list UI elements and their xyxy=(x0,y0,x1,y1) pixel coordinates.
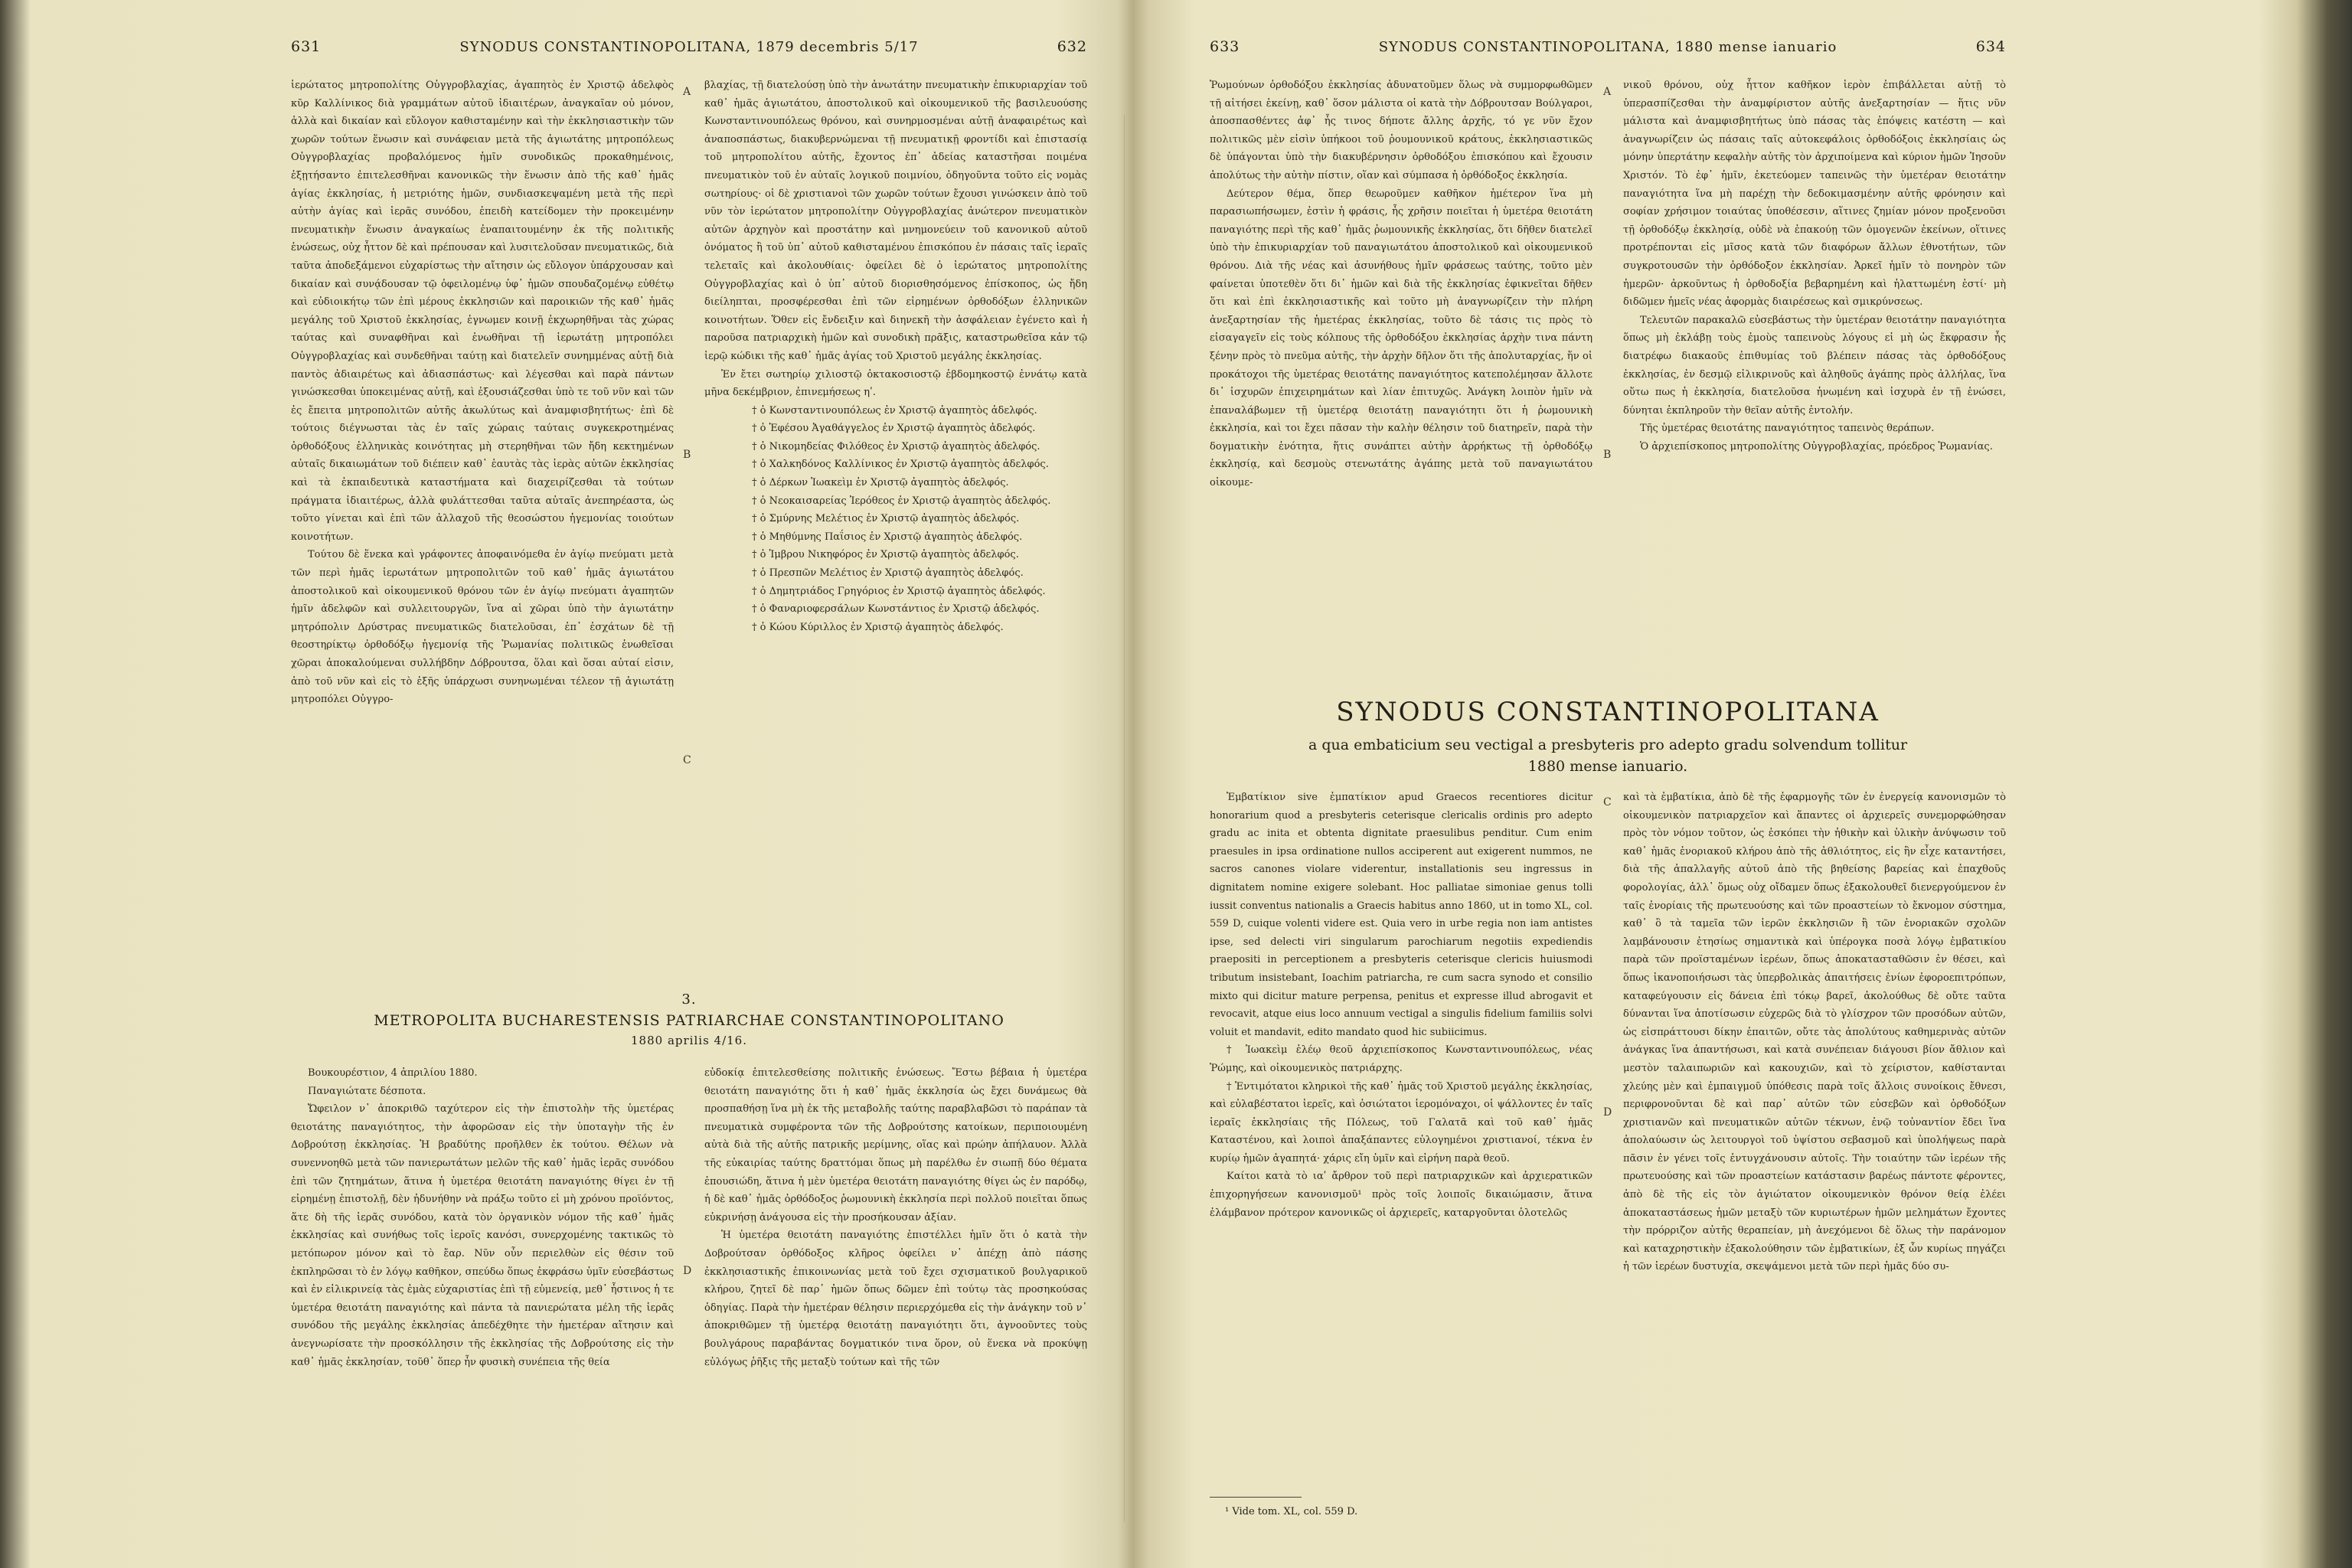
letter-place-date: Βουκουρέστιον, 4 ἀπριλίου 1880. xyxy=(308,1067,478,1079)
margin-letter: A xyxy=(1603,86,1612,98)
signature-line: † ὁ Ἰμβρου Νικηφόρος ἐν Χριστῷ ἀγαπητὸς ἀδελφός. xyxy=(752,549,1019,561)
margin-letter: B xyxy=(683,449,691,461)
margin-letter: D xyxy=(683,1265,692,1277)
column-right-2 xyxy=(1623,77,2006,658)
signature-line: † ὁ Χαλκηδόνος Καλλίνικος ἐν Χριστῷ ἀγαπητὸς ἀδελφός. xyxy=(752,459,1049,471)
paragraph: Τούτου δὲ ἕνεκα καὶ γράφοντες ἀποφαινόμεθα ἐν ἁγίῳ πνεύματι μετὰ τῶν περὶ ἡμᾶς ἱερωτάτων μητροπολιτῶν τοῦ καθ᾽ ἡμᾶς ἁγιωτάτου ἀποστολικοῦ καὶ οἰκουμενικοῦ θρόνου τῶν ἐν ἁγίῳ πνεύματι ἀγαπητῶν ἡμῖν ἀδελφῶν καὶ συλλειτουργῶν, ἵνα αἱ χῶραι ὑπὸ τὴν ἁγιωτάτην μητρόπολιν Δρύστρας πνευματικῶς διατελοῦσαι, ἐπ᾽ ἐσχάτων δὲ τῇ θεοστηρίκτῳ ὀρθοδόξῳ ἡγεμονίᾳ τῆς Ῥωμανίας πολιτικῶς ἑνωθεῖσαι χῶραι ἀποκαλούμεναι συλλήβδην Δόβρουτσα, ὅλαι καὶ ὅσαι αὐταί εἰσιν, ἀπὸ τοῦ νῦν καὶ εἰς τὸ ἑξῆς ὑπάρχωσι συνηνωμέναι τέλεον τῇ ἁγιωτάτῃ μητροπόλει Οὐγγρο- xyxy=(291,549,674,706)
paragraph: † Ἐντιμότατοι κληρικοὶ τῆς καθ᾽ ἡμᾶς τοῦ Χριστοῦ μεγάλης ἐκκλησίας, καὶ εὐλαβέστατοι ἱερεῖς, καὶ ὁσιώτατοι ἱερομόναχοι, οἱ ψάλλοντες ἐν ταῖς ἱεραῖς ἐκκλησίαις τῆς Πόλεως, τοῦ Γαλατᾶ καὶ τοῦ καθ᾽ ἡμᾶς Καταστένου, καὶ λοιποὶ ἁπαξάπαντες εὐλογημένοι χριστιανοί, τέκνα ἐν κυρίῳ ἡμῶν ἀγαπητά· χάρις εἴη ὑμῖν καὶ εἰρήνη παρὰ θεοῦ. xyxy=(1210,1080,1592,1165)
footnote-rule xyxy=(1210,1497,1302,1498)
paragraph: Καίτοι κατὰ τὸ ιαʹ ἄρθρον τοῦ περὶ πατριαρχικῶν καὶ ἀρχιερατικῶν ἐπιχορηγήσεων κανονισμοῦ¹ πρὸς τοῖς λοιποῖς δικαιώμασιν, ἅτινα ἐλάμβανον πρότερον κανονικῶς οἱ ἀρχιερεῖς, καταργοῦνται ὁλοτελῶς xyxy=(1210,1171,1592,1219)
paragraph: Ἐν ἔτει σωτηρίῳ χιλιοστῷ ὀκτακοσιοστῷ ἑβδομηκοστῷ ἐννάτῳ κατὰ μῆνα δεκέμβριον, ἐπινεμήσεως ηʹ. xyxy=(704,368,1087,399)
section-number: 3. xyxy=(681,991,697,1008)
margin-letter: C xyxy=(1603,796,1612,808)
gutter xyxy=(1124,115,1125,1522)
paragraph: καὶ τὰ ἐμβατίκια, ἀπὸ δὲ τῆς ἐφαρμογῆς τῶν ἐν ἐνεργείᾳ κανονισμῶν τὸ οἰκουμενικὸν πατριαρχεῖον καὶ ἅπαντες οἱ ἀρχιερεῖς συνεμορφώθησαν πρὸς τὸν νόμον τοῦτον, ὡς ἐσκόπει τὴν ἠθικὴν καὶ ὑλικὴν ἀνύψωσιν τοῦ καθ᾽ ἡμᾶς ἐνοριακοῦ κλήρου ἀπὸ τῆς ἀθλιότητος, εἰς ἣν εἶχε καταντήσει, διὰ τῆς ἀπαλλαγῆς αὐτοῦ ἀπὸ τῆς βηθείσης βαρείας καὶ ἐπαχθοῦς φορολογίας, ἀλλ᾽ ὅμως οὐχ οἴδαμεν ὅπως ἐξακολουθεῖ διενεργούμενον ἐν ταῖς ἐνορίαις τῆς πρωτευούσης καὶ τῶν προαστείων τὸ ἔκνομον σύστημα, καθ᾽ ὃ τὰ ταμεῖα τῶν ἱερῶν ἐκκλησιῶν ἢ τῶν ἐνοριακῶν σχολῶν λαμβάνουσιν ἐτησίως σημαντικὰ καὶ ὑπέρογκα ποσὰ λόγῳ ἐμβατικίου παρὰ τῶν προϊσταμένων ἱερέων, ὅπως ἀποκατασταθῶσιν ἐν θέσει, καὶ ὅπως ἱκανοποιήσωσι τὰς ὑπερβολικὰς ἀπαιτήσεις ἐνίων ἐφοροεπιτρόπων, καταφεύγουσιν εἰς δάνεια ἐπὶ τόκῳ βαρεῖ, ἀκολούθως δὲ οὔτε ταῦτα δύνανται ἵνα ἀποτίσωσιν εὐχερῶς διὰ τὸ γλίσχρον τῶν προσόδων αὐτῶν, ὡς εἰσπράττουσι δίκην ἐπαιτῶν, οὔτε τὰς ἀπολύτους καθημερινὰς αὐτῶν ἀνάγκας ἵνα ἀπαντήσωσι, καὶ κατὰ συνέπειαν διάγουσι βίον ἄθλιον καὶ μεστὸν ταλαιπωριῶν καὶ κακουχιῶν, καὶ τὸ χείριστον, καθίστανται χλεύης μὲν καὶ ἐμπαιγμοῦ ὑπόθεσις παρὰ τοῖς ἄλλοις συνοίκοις ἔθνεσι, περιφρονοῦνται δὲ καὶ παρ᾽ αὐτῶν τῶν εὐσεβῶν καὶ ὀρθοδόξων χριστιανῶν καὶ πνευματικῶν αὐτῶν τέκνων, ἐνῷ τοὐναντίον ἔδει ἵνα ἀπολαύωσιν ὡς λειτουργοὶ τοῦ ὑψίστου σεβασμοῦ καὶ ὑπολήψεως παρὰ πᾶσιν ἐν γένει τοῖς ἐντυγχάνουσιν αὐτοῖς. Τὴν τοιαύτην τῶν ἱερέων τῆς πρωτευούσης καὶ τῶν προαστείων κατάστασιν βαρέως πάντοτε φέροντες, ἀπὸ δὲ τῆς εἰς τὸν ἁγιώτατον οἰκουμενικὸν θρόνον θείᾳ ἐλέει ἀποκαταστάσεως ἡμῶν μεταξὺ τῶν κυριωτέρων ἡμῶν μελημάτων ἔχοντες τὴν πρόρριζον αὐτῆς θεραπείαν, μὴ ἀνεχόμενοι δὲ ὅλως τὴν παράνομον καὶ καταχρηστικὴν ἐξακολούθησιν τῶν ἐμβατικίων, ἐξ ὧν κυρίως πηγάζει ἡ τῶν ἱερέων δυστυχία, σκεψάμενοι μετὰ τῶν περὶ ἡμᾶς δύο συ- xyxy=(1623,792,2006,1273)
paragraph: Τελευτῶν παρακαλῶ εὐσεβάστως τὴν ὑμετέραν θειοτάτην παναγιότητα ὅπως μὴ ἐκλάβῃ τοὺς ἐμοὺς ταπεινοὺς λόγους εἰ μὴ ὡς ἔκφρασιν ἧς διατρέφω διακαοῦς ἐπιθυμίας τοῦ βλέπειν πάσας τὰς ὀρθοδόξους ἐκκλησίας, ἐν δεσμῷ εἰλικρινοῦς καὶ ἀληθοῦς ἀγάπης πρὸς ἀλλήλας, ἵνα οὕτω πως ἡ ἐκκλησία, διατελοῦσα ἡνωμένη καὶ ἰσχυρὰ ἐν τῇ ἑνώσει, δύνηται ἐκπληροῦν τὴν θεῖαν αὐτῆς ἐντολήν. xyxy=(1623,314,2006,416)
signature-line: † ὁ Πρεσπῶν Μελέτιος ἐν Χριστῷ ἀγαπητὸς ἀδελφός. xyxy=(752,567,1024,580)
section-date: 1880 aprilis 4/16. xyxy=(631,1034,747,1047)
running-title: SYNODUS CONSTANTINOPOLITANA, 1879 decembris 5/17 xyxy=(459,39,919,55)
closing: Τῆς ὑμετέρας θειοτάτης παναγιότητος ταπεινὸς θεράπων. xyxy=(1640,423,1935,435)
running-title: SYNODUS CONSTANTINOPOLITANA, 1880 mense ianuario xyxy=(1378,39,1838,55)
page-number: 631 xyxy=(291,38,322,55)
page-number: 632 xyxy=(1057,38,1087,55)
footnote: ¹ Vide tom. XL, col. 559 D. xyxy=(1225,1506,1358,1517)
margin-letter: D xyxy=(1603,1106,1612,1119)
column-right-2b xyxy=(1623,789,2006,1531)
margin-letter: A xyxy=(683,86,691,98)
margin-letter: C xyxy=(683,754,691,766)
signature-line: † ὁ Νεοκαισαρείας Ἱερόθεος ἐν Χριστῷ ἀγαπητὸς ἀδελφός. xyxy=(752,495,1051,507)
column-right-1 xyxy=(1210,77,1592,658)
signature-line: † ὁ Κώου Κύριλλος ἐν Χριστῷ ἀγαπητὸς ἀδελφός. xyxy=(752,621,1004,633)
running-head-left xyxy=(291,38,1087,61)
paragraph: εὐδοκίᾳ ἐπιτελεσθείσης πολιτικῆς ἑνώσεως. Ἔστω βέβαια ἡ ὑμετέρα θειοτάτη παναγιότης ὅτι ἡ καθ᾽ ἡμᾶς ἐκκλησία ὡς ἔχει δυνάμεως θὰ προσπαθήσῃ ἵνα μὴ ἐκ τῆς μεταβολῆς ταύτης παραβλαβῶσι τὸ παράπαν τὰ πνευματικὰ συμφέροντα τῶν τῆς Δοβρούτσης κατοίκων, περιποιουμένη αὐτὰ διὰ τῆς αὐτῆς πατρικῆς μερίμνης, οἵας καὶ πρώην ἀπήλαυον. Ἀλλὰ τῆς εὐκαιρίας ταύτης δραττόμαι ὅπως μὴ παρέλθω ἐν σιωπῇ δύο θέματα ἐπουσιώδη, ἅτινα ἡ μὲν ὑμετέρα θειοτάτη παναγιότης θίγει ὡς ἐν παρόδῳ, ἡ δὲ καθ᾽ ἡμᾶς ὀρθόδοξος ῥωμουνικὴ ἐκκλησία περὶ πολλοῦ ποιεῖται ὅπως εὐκρινήσῃ ἀνάγουσα εἰς τὴν προσήκουσαν ἀξίαν. xyxy=(704,1067,1087,1223)
column-left-2b xyxy=(704,1064,1087,1524)
page-number: 633 xyxy=(1210,38,1240,55)
paragraph: † Ἰωακεὶμ ἐλέῳ θεοῦ ἀρχιεπίσκοπος Κωνσταντινουπόλεως, νέας Ῥώμης, καὶ οἰκουμενικὸς πατριάρχης. xyxy=(1210,1044,1592,1074)
document-title: SYNODUS CONSTANTINOPOLITANA xyxy=(1336,697,1880,727)
document-subtitle: a qua embaticium seu vectigal a presbyteris pro adepto gradu solvendum tollitur xyxy=(1308,737,1908,753)
paragraph: Ἐμβατίκιον sive ἐμπατίκιον apud Graecos recentiores dicitur honorarium quod a presbyteris ceterisque clericalis ordinis pro adepto gradu ac inita et obtenta dignitate praesulibus penditur. Cum enim praesules in ipsa ordinatione nullos acciperent aut exigerent nummos, ne sacros canones violare viderentur, installationis seu ingressus in dignitatem nomine exigere solebant. Hoc palliatae simoniae genus tolli iussit conventus nationalis a Graecis habitus anno 1860, ut in tomo XL, col. 559 D, cuique volenti videre est. Quia vero in urbe regia non iam antistes ipse, sed delecti viri singularum parochiarum negotiis expediendis praepositi in perceptionem a presbyteris ceterisque clericis huiusmodi tributum insistebant, Ioachim patriarcha, re cum sacra synodo et consilio mixto qui dicitur mature perpensa, penitus et expresse illud abrogavit et revocavit, atque eius loco annuum vectigal a singulis fidelium familiis solvi voluit et mandavit, edito mandato quod hic subiicimus. xyxy=(1210,792,1592,1038)
paragraph: νικοῦ θρόνου, οὐχ ἧττον καθῆκον ἱερὸν ἐπιβάλλεται αὐτῇ τὸ ὑπερασπίζεσθαι τὴν ἀναμφίριστον αὐτῆς ἀνεξαρτησίαν — ἥτις νῦν μάλιστα καὶ ἀναμφισβητήτως ὑπὸ πάσας τὰς ἐπόψεις κατέστη — καὶ ἀναγνωρίζειν ὡς πάσαις ταῖς αὐτοκεφάλοις ὀρθοδόξοις ἐκκλησίαις ὡς μόνην ὑπερτάτην κεφαλὴν αὐτῆς τὸν ἀρχιποίμενα καὶ κύριον ἡμῶν Ἰησοῦν Χριστόν. Τὸ ἐφ᾽ ἡμῖν, ἐκετεύομεν ταπεινῶς τὴν ὑμετέραν θειοτάτην παναγιότητα ἵνα μὴ παρέχῃ τὴν δεδοκιμασμένην αὐτῆς φρόνησιν καὶ σοφίαν χρήσιμον τοιαύτας ὑποθέσεσιν, αἵτινες ζημίαν μόνον προξενοῦσι τῇ ὀρθοδόξῳ ἐκκλησίᾳ, οὐδὲ νὰ ἐπακούῃ τῶν ὁμογενῶν ἐκείνων, οἵτινες προτρέπονται εἰς μῖσος κατὰ τῶν διαφόρων ἄλλων ἐθνοτήτων, τῶν συγκροτουσῶν τὴν ὀρθόδοξον ἐκκλησίαν. Ἀρκεῖ ἡμῖν τὸ πονηρὸν τῶν ἡμερῶν· ἀρκοῦντως ἡ ὀρθοδοξία βεβαρημένη καὶ ἠλαττωμένη ἐστί· μὴ διδῶμεν ἡμεῖς νέας ἀφορμὰς διαιρέσεως καὶ σμικρύνσεως. xyxy=(1623,80,2006,309)
signature-line: † ὁ Δέρκων Ἰωακεὶμ ἐν Χριστῷ ἀγαπητὸς ἀδελφός. xyxy=(752,477,1009,489)
document-date: 1880 mense ianuario. xyxy=(1527,758,1688,775)
signature-line: † ὁ Σμύρνης Μελέτιος ἐν Χριστῷ ἀγαπητὸς ἀδελφός. xyxy=(752,513,1020,525)
signature-line: † ὁ Φαναριοφερσάλων Κωνστάντιος ἐν Χριστῷ ἀδελφός. xyxy=(752,603,1040,616)
right-page xyxy=(1179,23,2006,1547)
column-left-2 xyxy=(704,77,1087,988)
letter-salutation: Παναγιώτατε δέσποτα. xyxy=(308,1085,426,1097)
paragraph: βλαχίας, τῇ διατελούσῃ ὑπὸ τὴν ἀνωτάτην πνευματικὴν ἐπικυριαρχίαν τοῦ καθ᾽ ἡμᾶς ἁγιωτάτου, ἀποστολικοῦ καὶ οἰκουμενικοῦ τῆς βασιλευούσης Κωνσταντινουπόλεως θρόνου, καὶ συνηρμοσμέναι αὐτῇ ἀναφαιρέτως καὶ ἀναποσπάστως, διακυβερνώμεναι τῇ πνευματικῇ φροντίδι καὶ ἐπιστασίᾳ τοῦ μητροπολίτου αὐτῆς, ἔχοντος ἐπ᾽ ἀδείας καταστῆσαι ποιμένα πνευματικὸν τοῦ ἐν αὐταῖς λογικοῦ ποιμνίου, ὁδηγοῦντα τοῦτο εἰς νομὰς σωτηρίους· οἱ δὲ χριστιανοὶ τῶν χωρῶν τούτων ἔχουσι γινώσκειν ἀπὸ τοῦ νῦν τὸν ἱερώτατον μητροπολίτην Οὐγγροβλαχίας ἀνώτερον πνευματικὸν αὐτῶν ἀρχηγὸν καὶ προστάτην καὶ μνημονεύειν τοῦ κανονικοῦ αὐτοῦ ὀνόματος ἢ τοῦ ὑπ᾽ αὐτοῦ καθισταμένου ἐπισκόπου ἐν πάσαις ταῖς ἱεραῖς τελεταῖς καὶ ἀκολουθίαις· ὀφείλει δὲ ὁ ἱερώτατος μητροπολίτης Οὐγγροβλαχίας καὶ ὁ ὑπ᾽ αὐτοῦ διορισθησόμενος ἐπίσκοπος, ὡς ἤδη διείληπται, προσφέρεσθαι ἐπὶ τῶν εἰρημένων ὀρθοδόξων ἑλληνικῶν κοινοτήτων. Ὅθεν εἰς ἔνδειξιν καὶ διηνεκῆ τὴν ἀσφάλειαν ἐγένετο καὶ ἡ παροῦσα πατριαρχικὴ ἡμῶν καὶ συνοδικὴ πρᾶξις, καταστρωθεῖσα κἀν τῷ ἱερῷ κώδικι τῆς καθ᾽ ἡμᾶς ἁγίας τοῦ Χριστοῦ μεγάλης ἐκκλησίας. xyxy=(704,80,1087,362)
running-head-right xyxy=(1210,38,2006,61)
paragraph: Ὤφειλον ν᾽ ἀποκριθῶ ταχύτερον εἰς τὴν ἐπιστολὴν τῆς ὑμετέρας θειοτάτης παναγιότητος, τὴν ἀφορῶσαν εἰς τὴν ὑποταγὴν τῆς ἐν Δοβρούτσῃ ἐκκλησίας. Ἡ βραδύτης προῆλθεν ἐκ τούτου. Θέλων νὰ συνεννοηθῶ μετὰ τῶν πανιερωτάτων μελῶν τῆς καθ᾽ ἡμᾶς ἱερᾶς συνόδου ἐπὶ τῶν ζητημάτων, ἅτινα ἡ ὑμετέρα θειοτάτη παναγιότης θίγει ἐν τῇ εἰρημένῃ ἐπιστολῇ, δὲν ἠδυνήθην νὰ πράξω τοῦτο εἰ μὴ χρόνου προϊόντος, ἅτε δὴ τῆς ἱερᾶς συνόδου, κατὰ τὸν ὀργανικὸν νόμον τῆς καθ᾽ ἡμᾶς ἐκκλησίας καὶ συνήθως τοῖς ἱεροῖς κανόσι, συνερχομένης τακτικῶς τὸ μετόπωρον μόνον καὶ τὸ ἔαρ. Νῦν οὖν περιελθὼν εἰς θέσιν τοῦ ἐκπληρῶσαι τὸ ἐν λόγῳ καθῆκον, σπεύδω ὅπως ἐκφράσω ὑμῖν εὐσεβάστως καὶ ἐν εἰλικρινείᾳ τὰς ἐμὰς εὐχαριστίας ἐπὶ τῇ εὐμενείᾳ, μεθ᾽ ἧστινος ἡ τε ὑμετέρα θειοτάτη παναγιότης καὶ πάντα τὰ πανιερώτατα μέλη τῆς ἱερᾶς συνόδου τῆς μεγάλης ἐκκλησίας ἀπεδέχθητε τὴν ἡμετέραν αἴτησιν καὶ ἀνεγνωρίσατε τὴν προσκόλλησιν τῆς ἐκκλησίας τῆς Δοβρούτσης εἰς τὴν καθ᾽ ἡμᾶς ἐκκλησίαν, τοῦθ᾽ ὅπερ ἦν φυσικὴ συνέπεια τῆς θεία xyxy=(291,1103,674,1368)
signature-line: † ὁ Κωνσταντινουπόλεως ἐν Χριστῷ ἀγαπητὸς ἀδελφός. xyxy=(752,404,1037,416)
paragraph: Δεύτερον θέμα, ὅπερ θεωροῦμεν καθῆκον ἡμέτερον ἵνα μὴ παρασιωπήσωμεν, ἐστὶν ἡ φράσις, ἧς χρῆσιν ποιεῖται ἡ ὑμετέρα θειοτάτη παναγιότης περὶ τῆς καθ᾽ ἡμᾶς ῥωμουνικῆς ἐκκλησίας, ὅτι δῆθεν διατελεῖ ὑπὸ τὴν ἐπικυριαρχίαν τοῦ παναγιωτάτου ἀποστολικοῦ καὶ οἰκουμενικοῦ θρόνου. Διὰ τῆς νέας καὶ ἀσυνήθους ἡμῖν φράσεως ταύτης, τοῦτο μὲν φαίνεται ὑποτεθὲν ὅτι δι᾽ ἡμῶν καὶ διὰ τῆς ἐκκλησίας ἐφικνεῖται δῆθεν ὅτι καὶ ἐπὶ ἐκκλησιαστικῆς καὶ τοῦτο μὴ ἀναγνωρίζειν τὴν πλήρη ἀνεξαρτησίαν τῆς ἡμετέρας ἐκκλησίας, τοῦτο δὲ τάσις τις πρὸς τὸ εἰσαγαγεῖν εἰς τοὺς κόλπους τῆς ὀρθοδόξου ἐκκλησίας ἀρχὴν τινα πάντη ξένην πρὸς τὸ πνεῦμα αὐτῆς, τὴν ἀρχὴν δῆλον ὅτι τῆς ἀπολυταρχίας, ἥν οἱ προκάτοχοι τῆς ὑμετέρας θειοτάτης παναγιότητος κατεπολέμησαν ἄλλοτε δι᾽ ἰσχυρῶν ἐπιχειρημάτων καὶ λίαν ἐπιτυχῶς. Ἀνάγκη λοιπὸν ἡμῖν νὰ ἐπαναλάβωμεν τῇ ὑμετέρᾳ θειοτάτῃ παναγιότητι ὅτι ἡ ῥωμουνικὴ ἐκκλησία, καὶ τοι ἔχει πᾶσαν τὴν καλὴν θέλησιν τοῦ διατηρεῖν, παρὰ τὴν δογματικὴν ἑνότητα, ἥτις συνάπτει αὐτὴν ἀρρήκτως τῇ ὀρθοδόξῳ ἐκκλησίᾳ, καὶ δεσμοὺς στενωτάτης ἀγάπης μετὰ τοῦ παναγιωτάτου οἰκουμε- xyxy=(1210,188,1592,489)
paragraph: Ῥωμούνων ὀρθοδόξου ἐκκλησίας ἀδυνατοῦμεν ὅλως νὰ συμμορφωθῶμεν τῇ αἰτήσει ἐκείνῃ, καθ᾽ ὅσον μάλιστα οἱ κατὰ τὴν Δόβρουτσαν Βούλγαροι, ἀποσπασθέντες ἀφ᾽ ἧς τινος δήποτε ἄλλης ἀρχῆς, τό γε νῦν ἔχον πολιτικῶς μὲν εἰσὶν ὑπήκοοι τοῦ ῥουμουνικοῦ κράτους, ἐκκλησιαστικῶς δὲ ὑπάγονται ὑπὸ τὴν διακυβέρνησιν ὀρθοδόξου ἐπισκόπου καὶ ἔχουσιν ἀπολύτως τὴν αὐτὴν πίστιν, οἵαν καὶ σύμπασα ἡ ὀρθόδοξος ἐκκλησία. xyxy=(1210,80,1592,181)
paragraph: ἱερώτατος μητροπολίτης Οὐγγροβλαχίας, ἀγαπητὸς ἐν Χριστῷ ἀδελφὸς κῦρ Καλλίνικος διὰ γραμμάτων αὐτοῦ ἰδιαιτέρων, ἀναγκαῖαν οὐ μόνον, ἀλλὰ καὶ δικαίαν καὶ εὔλογον καθισταμένην καὶ τὴν ἐκκλησιαστικὴν τῶν χωρῶν τούτων ἕνωσιν καὶ συνάφειαν μετὰ τῆς ἁγιωτάτης μητροπόλεως Οὐγγροβλαχίας προβαλόμενος ἡμῖν συνοδικῶς προκαθημένοις, ἐξῃτήσαντο ἐπιτελεσθῆναι κανονικῶς τὴν ἕνωσιν ἀπὸ τῆς καθ᾽ ἡμᾶς ἁγίας ἐκκλησίας, ἡ μετριότης ἡμῶν, συνδιασκεψαμένη μετὰ τῆς περὶ αὐτὴν ἁγίας καὶ ἱερᾶς συνόδου, ἐπειδὴ κατείδομεν τὴν προκειμένην πνευματικὴν ἕνωσιν ἀναγκαίως ἐναπαιτουμένην ἐκ τῆς πολιτικῆς ἑνώσεως, οὐχ ἧττον δὲ καὶ πρέπουσαν καὶ λυσιτελοῦσαν πνευματικῶς, διὰ ταῦτα ἀποδεξάμενοι εὐχαρίστως τὴν αἴτησιν ὡς εὔλογον ὑπάρχουσαν καὶ δικαίαν καὶ συνᾴδουσαν τῷ ὀφειλομένῳ ὑφ᾽ ἡμῶν σπουδαζομένῳ εὐθέτῳ καὶ εὐδιοικήτῳ τῶν ἐπὶ μέρους ἐκκλησιῶν καὶ παροικιῶν τῆς καθ᾽ ἡμᾶς μεγάλης τοῦ Χριστοῦ ἐκκλησίας, ἐγνωμεν κοινῇ ἐκχωρηθῆναι τὰς χώρας ταύτας καὶ συναφθῆναι καὶ ἑνωθῆναι τῇ ἱερωτάτῃ μητροπόλει Οὐγγροβλαχίας καὶ συνδεθῆναι ταύτῃ καὶ διατελεῖν συνημμένας αὐτῇ διὰ παντὸς ἀδιαιρέτως καὶ ἀδιασπάστως· καὶ λέγεσθαι καὶ παρὰ πάντων γινώσκεσθαι ὑποκειμένας αὐτῇ, καὶ ἐξουσιάζεσθαι ὑπὸ τε τοῦ νῦν καὶ τῶν ἐς ἔπειτα μητροπολιτῶν αὐτῆς ἀκωλύτως καὶ ἀναμφισβητήτως· ἐπὶ δὲ τούτοις διέγνωσται τὰς ἐν ταῖς χώραις ταύταις συγκεκροτημένας ὀρθοδόξους ἑλληνικὰς κοινότητας μὴ στερηθῆναι τῶν ἤδη κεκτημένων αὐταῖς δικαιωμάτων τοῦ διέπειν καθ᾽ ἑαυτὰς τὰς ἱερὰς αὐτῶν ἐκκλησίας καὶ τὰ ἐκπαιδευτικὰ καταστήματα καὶ διαχειρίζεσθαι τὰ τούτων πράγματα ἰδιαιτέρως, ἀλλὰ φυλάττεσθαι ταῦτα αὐταῖς ἀνεπηρέαστα, ὡς τοῦτο γίνεται καὶ ἐπὶ τῶν ἀλλαχοῦ τῆς θεοσώστου ἡγεμονίας τοιούτων κοινοτήτων. xyxy=(291,80,674,543)
signature-line: † ὁ Δημητριάδος Γρηγόριος ἐν Χριστῷ ἀγαπητὸς ἀδελφός. xyxy=(752,585,1046,597)
signature: Ὁ ἀρχιεπίσκοπος μητροπολίτης Οὐγγροβλαχίας, πρόεδρος Ῥωμανίας. xyxy=(1640,440,1993,452)
margin-letter: B xyxy=(1603,449,1612,461)
column-left-1 xyxy=(291,77,674,988)
column-left-1b xyxy=(291,1064,674,1524)
signature-line: † ὁ Μηθύμνης Παΐσιος ἐν Χριστῷ ἀγαπητὸς ἀδελφός. xyxy=(752,531,1023,543)
page-number: 634 xyxy=(1975,38,2006,55)
signature-line: † ὁ Ἐφέσου Ἀγαθάγγελος ἐν Χριστῷ ἀγαπητὸς ἀδελφός. xyxy=(752,423,1036,435)
signature-line: † ὁ Νικομηδείας Φιλόθεος ἐν Χριστῷ ἀγαπητὸς ἀδελφός. xyxy=(752,440,1040,452)
paragraph: Ἡ ὑμετέρα θειοτάτη παναγιότης ἐπιστέλλει ἡμῖν ὅτι ὁ κατὰ τὴν Δοβρούτσαν ὀρθόδοξος κλῆρος ὀφείλει ν᾽ ἀπέχῃ ἀπὸ πάσης ἐκκλησιαστικῆς ἐπικοινωνίας μετὰ τοῦ ἔχει σχισματικοῦ βουλγαρικοῦ κλήρου, ζητεῖ δὲ παρ᾽ ἡμῶν ὅπως δῶμεν ἐπὶ τούτῳ τὰς προσηκούσας ὁδηγίας. Παρὰ τὴν ἡμετέραν θέλησιν περιερχόμεθα εἰς τὴν ἀνάγκην τοῦ ν᾽ ἀποκριθῶμεν τῇ ὑμετέρᾳ θειοτάτῃ παναγιότητι ὅτι, ἀγνοοῦντες τοὺς βουλγάρους παραβάντας δογματικόν τινα ὅρον, οὐ ἕνεκα νὰ προκύψῃ εὐλόγως ῥῆξις τῆς μεταξὺ τούτων καὶ τῆς τῶν xyxy=(704,1230,1087,1368)
section-title: METROPOLITA BUCHARESTENSIS PATRIARCHAE CONSTANTINOPOLITANO xyxy=(374,1012,1004,1029)
left-page xyxy=(260,23,1087,1547)
column-right-1b xyxy=(1210,789,1592,1478)
